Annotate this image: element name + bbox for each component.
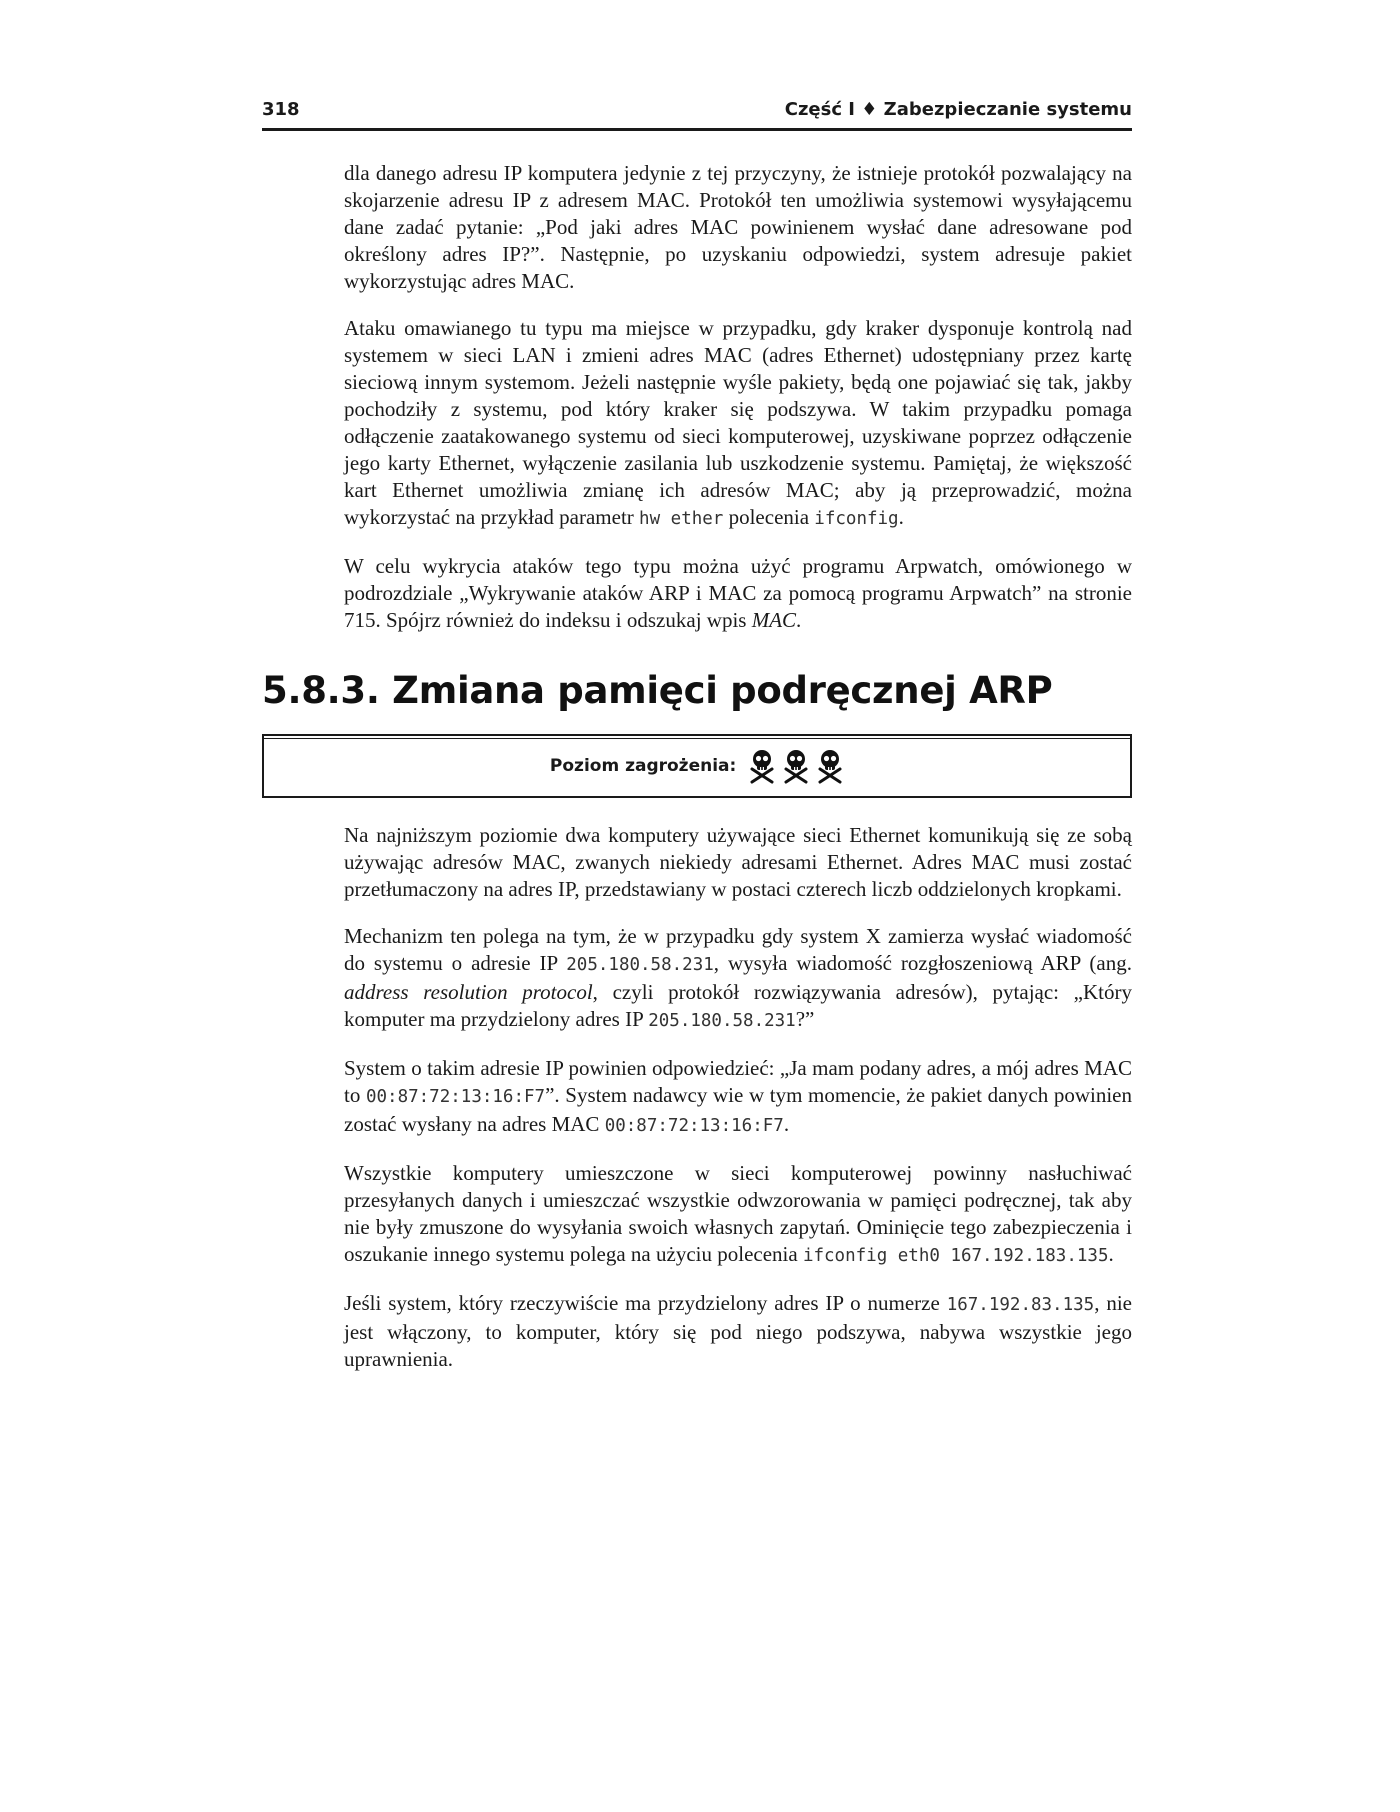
page-number: 318 <box>262 99 300 120</box>
paragraph-text: Ataku omawianego tu typu ma miejsce w przypadku, gdy kraker dysponuje kontrolą nad systemem w sieci LAN i zmieni adres MAC (adres Ethernet) udostępniany przez kartę sieciową innym systemom. Jeżeli następnie wyśle pakiety, będą one pojawiać się tak, jakby pochodziły z systemu, pod który kraker się podszywa. W takim przypadku pomaga odłączenie zaatakowanego systemu od sieci komputerowej, uzyskiwane poprzez odłączenie jego karty Ethernet, wyłączenie zasilania lub uszkodzenie systemu. Pamiętaj, że większość kart Ethernet umożliwia zmianę ich adresów MAC; aby ją przeprowadzić, można wykorzystać na przykład parametr <box>344 316 1132 529</box>
code-ifconfig-eth0: ifconfig eth0 167.192.183.135 <box>802 1246 1109 1266</box>
skull-and-crossbones-icon <box>782 748 810 784</box>
paragraph-text: . <box>1108 1242 1114 1266</box>
body-top <box>344 160 1132 634</box>
paragraph-text: . <box>783 1112 790 1136</box>
paragraph-arp-broadcast <box>344 923 1132 1035</box>
index-entry-mac: MAC <box>751 608 797 632</box>
code-mac-address: 00:87:72:13:16:F7 <box>365 1087 546 1107</box>
paragraph-text: Mechanizm ten polega na tym, że w przypadku gdy system X zamierza wysłać wiadomość do systemu o adresie IP <box>344 924 1132 975</box>
code-ifconfig: ifconfig <box>814 509 899 529</box>
body-bottom <box>344 822 1132 1373</box>
paragraph-arpwatch <box>344 553 1132 634</box>
code-ip-address: 205.180.58.231 <box>648 1011 796 1031</box>
code-ip-address: 205.180.58.231 <box>566 955 714 975</box>
paragraph-text: , czyli protokół rozwiązywania adresów), pytając: „Który komputer ma przydzielony adres IP <box>344 980 1132 1031</box>
paragraph-text: . <box>796 608 802 632</box>
paragraph-text: Wszystkie komputery umieszczone w sieci komputerowej powinny nasłuchiwać przesyłanych danych i umieszczać wszystkie odwzorowania w pamięci podręcznej, tak aby nie były zmuszone do wysyłania swoich własnych zapytań. Ominięcie tego zabezpieczenia i oszukanie innego systemu polega na użyciu polecenia <box>344 1161 1132 1266</box>
paragraph-text: W celu wykrycia ataków tego typu można użyć programu Arpwatch, omówionego w podrozdziale „Wykrywanie ataków ARP i MAC za pomocą programu Arpwatch” na stronie 715. Spójrz również do indeksu i odszukaj wpis <box>344 554 1132 632</box>
paragraph-text: , nie jest włączony, to komputer, który się pod niego podszywa, nabywa wszystkie jego uprawnienia. <box>344 1291 1132 1371</box>
paragraph-arp-reply <box>344 1055 1132 1140</box>
paragraph-text: ”. System nadawcy wie w tym momencie, że pakiet danych powinien zostać wysłany na adres MAC <box>344 1083 1132 1136</box>
code-mac-address: 00:87:72:13:16:F7 <box>604 1116 784 1136</box>
paragraph-text: System o takim adresie IP powinien odpowiedzieć: „Ja mam podany adres, a mój adres MAC to <box>344 1056 1132 1107</box>
skull-and-crossbones-icon <box>816 748 844 784</box>
paragraph-arp-cache <box>344 1160 1132 1270</box>
paragraph-text: , wysyła wiadomość rozgłoszeniową ARP (ang. <box>713 951 1132 975</box>
skull-and-crossbones-icon <box>748 748 776 784</box>
paragraph-mac-addresses: Na najniższym poziomie dwa komputery używające sieci Ethernet komunikują się ze sobą używając adresów MAC, zwanych niekiedy adresami Ethernet. Adres MAC musi zostać przetłumaczony na adres IP, przedstawiany w postaci czterech liczb oddzielonych kropkami. <box>344 823 1132 901</box>
paragraph-text: polecenia <box>723 505 815 529</box>
paragraph-text: ?” <box>795 1007 815 1031</box>
code-ip-address: 167.192.83.135 <box>946 1295 1095 1315</box>
code-hw-ether: hw ether <box>639 509 724 529</box>
threat-level-label: Poziom zagrożenia: <box>549 756 737 776</box>
threat-level-skulls <box>748 748 844 784</box>
running-title: Część I ♦ Zabezpieczanie systemu <box>784 99 1132 120</box>
paragraph-mac-attack <box>344 315 1132 533</box>
page-header <box>262 98 1132 131</box>
threat-level-row <box>264 748 1130 784</box>
threat-level-box <box>262 734 1132 798</box>
paragraph-spoofing-result <box>344 1290 1132 1373</box>
term-address-resolution-protocol: address resolution protocol <box>344 980 593 1004</box>
paragraph-text: . <box>898 505 904 529</box>
paragraph-text: Jeśli system, który rzeczywiście ma przydzielony adres IP o numerze <box>344 1291 947 1315</box>
paragraph-arp-intro: dla danego adresu IP komputera jedynie z tej przyczyny, że istnieje protokół pozwalający na skojarzenie adresu IP z adresem MAC. Protokół ten umożliwia systemowi wysyłającemu dane zadać pytanie: „Pod jaki adres MAC powinienem wysłać dane adresowane pod określony adres IP?”. Następnie, po uzyskaniu odpowiedzi, system adresuje pakiet wykorzystując adres MAC. <box>344 161 1132 293</box>
section-title: 5.8.3. Zmiana pamięci podręcznej ARP <box>262 669 1053 712</box>
